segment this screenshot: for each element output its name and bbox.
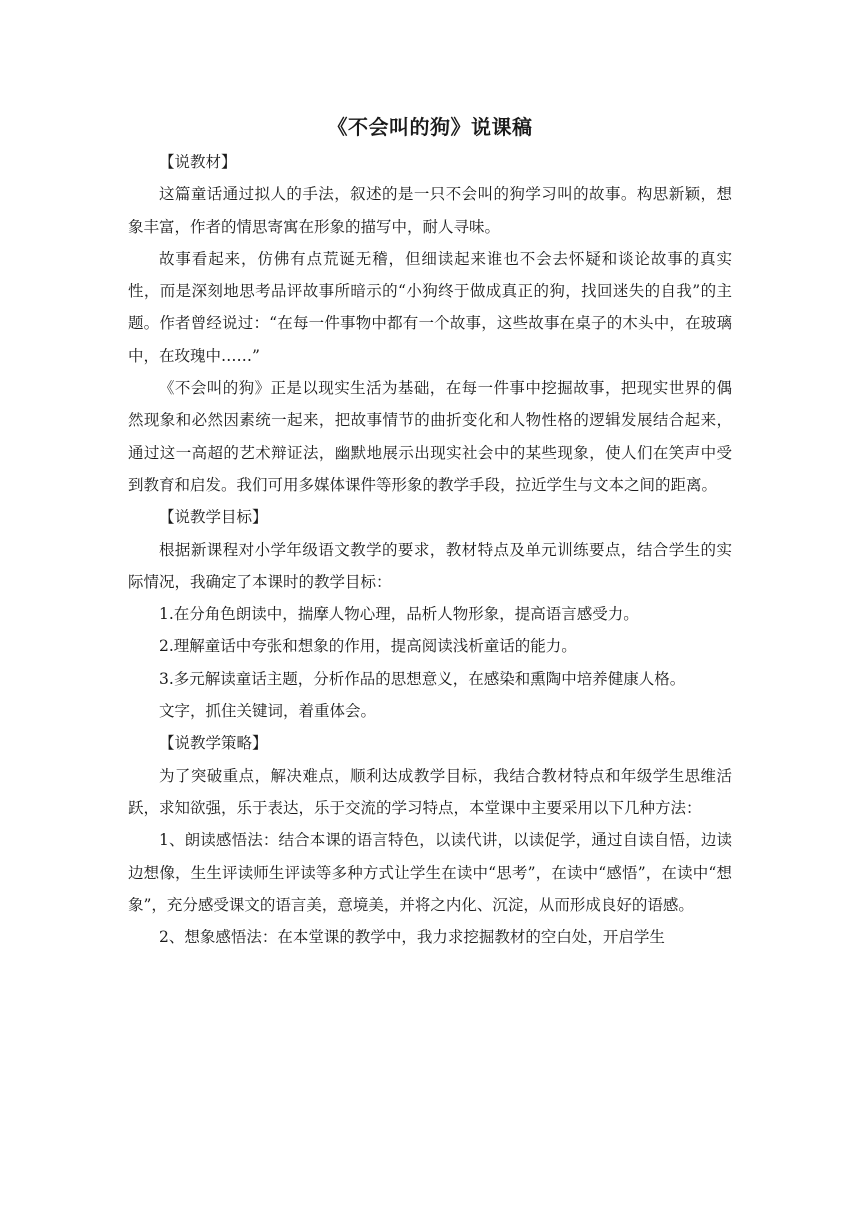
paragraph: 这篇童话通过拟人的手法，叙述的是一只不会叫的狗学习叫的故事。构思新颖，想象丰富，作者的情思寄寓在形象的描写中，耐人寻味。	[128, 185, 732, 236]
paragraph: 根据新课程对小学年级语文教学的要求，教材特点及单元训练要点，结合学生的实际情况，我确定了本课时的教学目标：	[128, 540, 732, 591]
paragraph: 故事看起来，仿佛有点荒诞无稽，但细读起来谁也不会去怀疑和谈论故事的真实性，而是深刻地思考品评故事所暗示的“小狗终于做成真正的狗，找回迷失的自我”的主题。作者曾经说过：“在每一件事物中都有一个故事，这些故事在桌子的木头中，在玻璃中，在玫瑰中……”	[128, 249, 732, 365]
paragraph: 《不会叫的狗》正是以现实生活为基础，在每一件事中挖掘故事，把现实世界的偶然现象和必然因素统一起来，把故事情节的曲折变化和人物性格的逻辑发展结合起来，通过这一高超的艺术辩证法，幽默地展示出现实社会中的某些现象，使人们在笑声中受到教育和启发。我们可用多媒体课件等形象的教学手段，拉近学生与文本之间的距离。	[128, 379, 732, 494]
section-heading-teaching-goals: 【说教学目标】	[159, 508, 268, 527]
goal-item-2: 2.理解童话中夸张和想象的作用，提高阅读浅析童话的能力。	[159, 637, 577, 656]
method-item-2: 2、想象感悟法：在本堂课的教学中，我力求挖掘教材的空白处，开启学生	[159, 928, 665, 947]
goal-item-1: 1.在分角色朗读中，揣摩人物心理，品析人物形象，提高语言感受力。	[159, 605, 639, 624]
document-page	[128, 110, 732, 953]
section-heading-teaching-strategy: 【说教学策略】	[159, 734, 268, 753]
method-item-1: 1、朗读感悟法：结合本课的语言特色，以读代讲，以读促学，通过自读自悟，边读边想像，生生评读师生评读等多种方式让学生在读中“思考”，在读中“感悟”，在读中“想象”，充分感受课文的语言美，意境美，并将之内化、沉淀，从而形成良好的语感。	[128, 831, 732, 914]
paragraph: 为了突破重点，解决难点，顺利达成教学目标，我结合教材特点和年级学生思维活跃，求知欲强，乐于表达，乐于交流的学习特点，本堂课中主要采用以下几种方法：	[128, 766, 732, 817]
goal-item-3: 3.多元解读童话主题，分析作品的思想意义，在感染和熏陶中培养健康人格。	[159, 669, 686, 688]
section-heading-teaching-material: 【说教材】	[159, 153, 237, 171]
document-title: 《不会叫的狗》说课稿	[327, 115, 533, 139]
paragraph: 文字，抓住关键词，着重体会。	[159, 702, 377, 721]
